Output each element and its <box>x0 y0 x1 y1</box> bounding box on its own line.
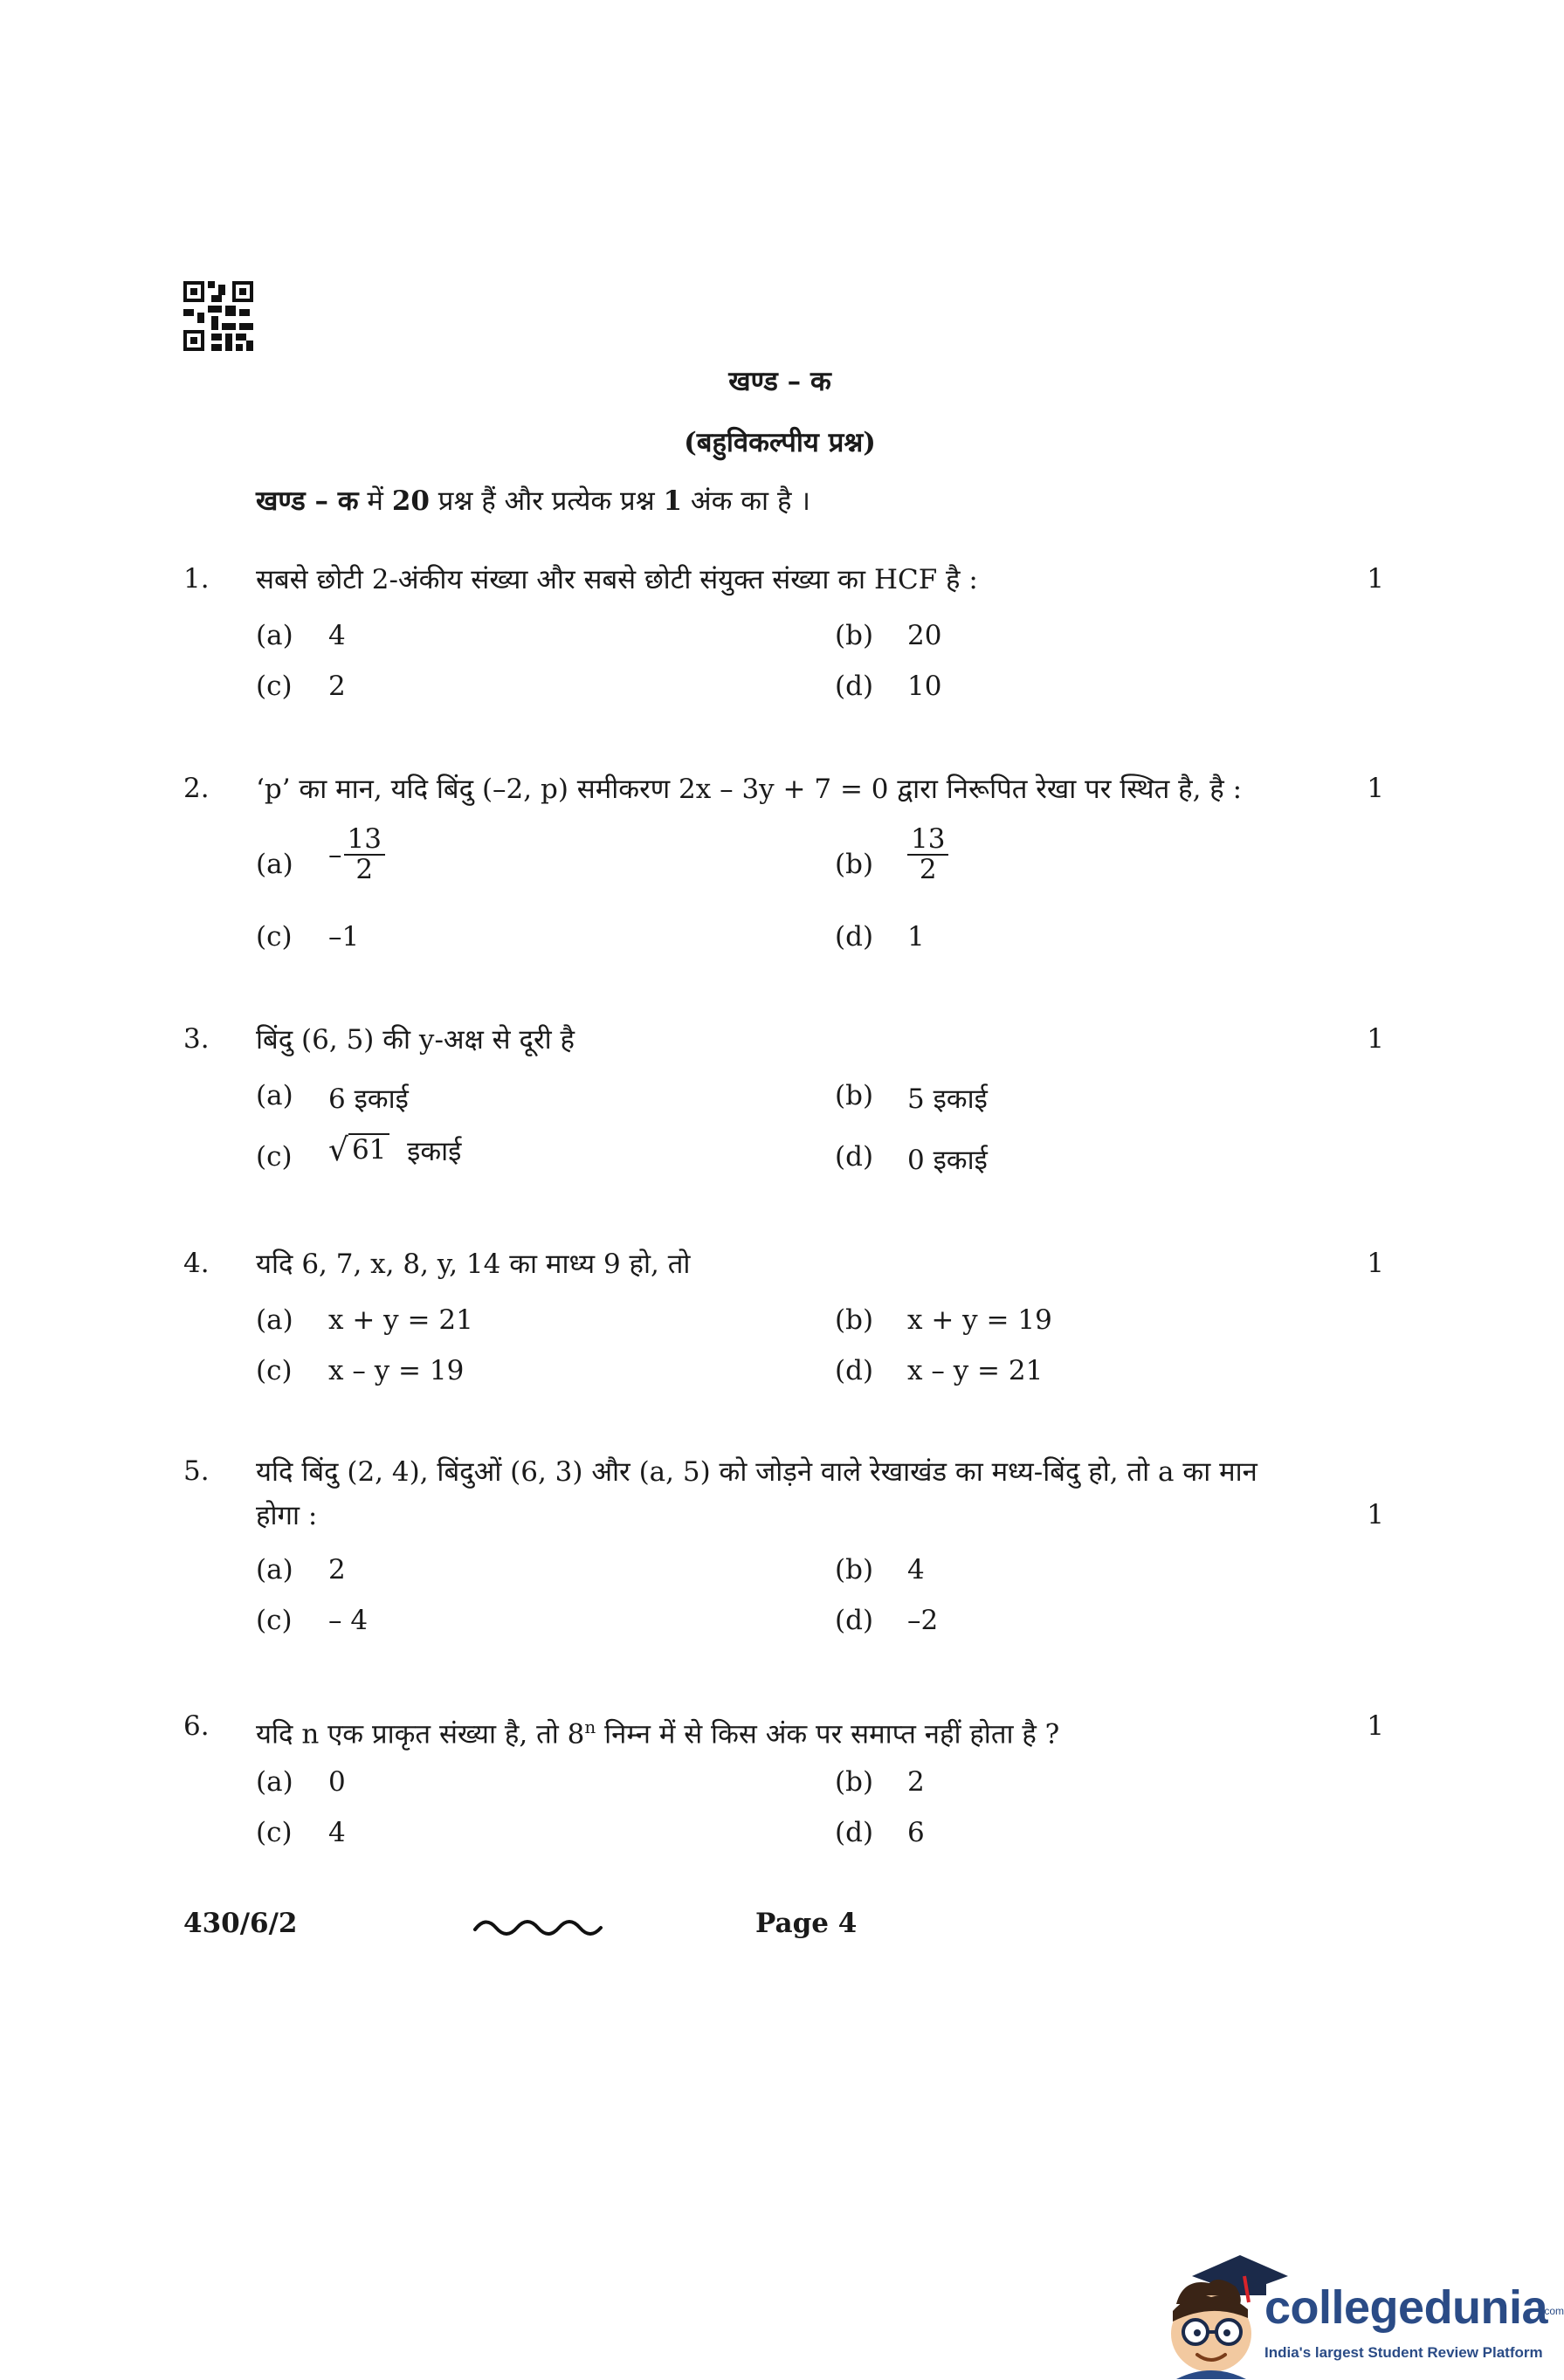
instruction-question-count: 20 <box>391 485 430 517</box>
q1-option-c-label: (c) <box>256 671 293 702</box>
fraction-denominator: 2 <box>919 853 937 885</box>
q1-option-c-value: 2 <box>328 671 346 702</box>
section-instruction <box>256 482 810 519</box>
instruction-text-1: में <box>358 485 392 517</box>
q4-option-c-label: (c) <box>256 1355 293 1386</box>
q2-option-b-label: (b) <box>835 849 874 880</box>
q2-option-c-label: (c) <box>256 921 293 953</box>
q1-option-d-label: (d) <box>835 671 874 702</box>
q2-option-d-label: (d) <box>835 921 874 953</box>
q5-option-d-label: (d) <box>835 1605 874 1636</box>
q5-option-c-value: – 4 <box>328 1605 369 1636</box>
q4-option-a-label: (a) <box>256 1304 293 1336</box>
question-6-number: 6. <box>183 1710 210 1742</box>
question-5-text-line2: होगा : <box>256 1500 318 1531</box>
question-5-marks: 1 <box>1367 1499 1384 1530</box>
radical-sign: √ <box>328 1132 348 1168</box>
question-2-number: 2. <box>183 773 210 804</box>
q2-option-a-label: (a) <box>256 849 293 880</box>
q1-option-a-value: 4 <box>328 620 346 651</box>
q3-option-d-label: (d) <box>835 1141 874 1173</box>
q1-option-b-label: (b) <box>835 620 874 651</box>
q5-option-d-value: –2 <box>907 1605 939 1636</box>
question-6-marks: 1 <box>1367 1710 1384 1742</box>
q3-option-a-value: 6 इकाई <box>328 1083 409 1115</box>
question-3-text: बिंदु (6, 5) की y-अक्ष से दूरी है <box>256 1024 575 1056</box>
q6-option-d-value: 6 <box>907 1817 925 1848</box>
collegedunia-logo-suffix: .com <box>1541 2305 1564 2317</box>
q5-option-b-value: 4 <box>907 1554 925 1586</box>
q3-option-b-value: 5 इकाई <box>907 1083 988 1115</box>
fraction-denominator: 2 <box>355 853 374 885</box>
page-number: Page 4 <box>755 1908 858 1939</box>
question-5-text-line1: यदि बिंदु (2, 4), बिंदुओं (6, 3) और (a, 5) को जोड़ने वाले रेखाखंड का मध्य-बिंदु हो, तो a का मान <box>256 1456 1257 1488</box>
question-1-marks: 1 <box>1367 563 1384 595</box>
q4-option-b-label: (b) <box>835 1304 874 1336</box>
question-4-text: यदि 6, 7, x, 8, y, 14 का माध्य 9 हो, तो <box>256 1248 691 1280</box>
q6-option-a-label: (a) <box>256 1766 293 1798</box>
question-6-text-part2: निम्न में से किस अंक पर समाप्त नहीं होता है ? <box>596 1718 1060 1751</box>
q5-option-a-value: 2 <box>328 1554 346 1586</box>
q3-option-a-label: (a) <box>256 1080 293 1111</box>
question-1-number: 1. <box>183 563 210 595</box>
question-6-superscript: n <box>584 1716 596 1737</box>
q5-option-a-label: (a) <box>256 1554 293 1586</box>
q4-option-d-value: x – y = 21 <box>907 1355 1044 1386</box>
question-6-text-part1: यदि n एक प्राकृत संख्या है, तो 8 <box>256 1718 585 1751</box>
q3-option-c-value <box>328 1132 461 1169</box>
q2-option-a-fraction <box>344 825 385 884</box>
question-5-number: 5. <box>183 1455 210 1487</box>
question-4-number: 4. <box>183 1248 210 1279</box>
instruction-text-2: प्रश्न हैं और प्रत्येक प्रश्न <box>429 485 664 517</box>
q4-option-b-value: x + y = 19 <box>907 1304 1052 1336</box>
q1-option-d-value: 10 <box>907 671 942 702</box>
fraction-numerator: 13 <box>907 825 948 856</box>
q4-option-a-value: x + y = 21 <box>328 1304 473 1336</box>
question-6-text <box>256 1705 1339 1756</box>
instruction-marks: 1 <box>663 485 683 517</box>
q3-option-c-label: (c) <box>256 1141 293 1173</box>
q3-option-b-label: (b) <box>835 1080 874 1111</box>
q6-option-c-value: 4 <box>328 1817 346 1848</box>
section-subtitle: (बहुविकल्पीय प्रश्न) <box>684 427 876 458</box>
q2-option-c-value: –1 <box>328 921 360 953</box>
q2-option-a-value <box>328 825 385 884</box>
wave-decoration-icon <box>472 1912 611 1942</box>
qr-code <box>183 281 253 351</box>
collegedunia-logo-text: collegedunia <box>1264 2281 1548 2334</box>
paper-code: 430/6/2 <box>183 1908 298 1939</box>
q2-option-b-fraction <box>907 825 948 884</box>
q2-option-a-sign: – <box>328 838 342 870</box>
question-4-marks: 1 <box>1367 1248 1384 1279</box>
q6-option-b-value: 2 <box>907 1766 925 1798</box>
q5-option-b-label: (b) <box>835 1554 874 1586</box>
q3-option-c-unit: इकाई <box>407 1136 462 1167</box>
q5-option-c-label: (c) <box>256 1605 293 1636</box>
q1-option-b-value: 20 <box>907 620 942 651</box>
q6-option-c-label: (c) <box>256 1817 293 1848</box>
q1-option-a-label: (a) <box>256 620 293 651</box>
instruction-section-name: खण्ड – क <box>256 485 359 517</box>
q4-option-c-value: x – y = 19 <box>328 1355 465 1386</box>
section-title: खण्ड – क <box>728 366 831 397</box>
q2-option-d-value: 1 <box>907 921 925 953</box>
question-3-number: 3. <box>183 1023 210 1055</box>
question-1-text: सबसे छोटी 2-अंकीय संख्या और सबसे छोटी संयुक्त संख्या का HCF है : <box>256 564 978 595</box>
fraction-numerator: 13 <box>344 825 385 856</box>
square-root <box>328 1133 389 1166</box>
question-2-marks: 1 <box>1367 773 1384 804</box>
q3-option-d-value: 0 इकाई <box>907 1145 988 1176</box>
q4-option-d-label: (d) <box>835 1355 874 1386</box>
question-3-marks: 1 <box>1367 1023 1384 1055</box>
instruction-text-3: अंक का है । <box>682 485 811 517</box>
q6-option-b-label: (b) <box>835 1766 874 1798</box>
radicand: 61 <box>348 1133 389 1166</box>
q6-option-a-value: 0 <box>328 1766 346 1798</box>
q6-option-d-label: (d) <box>835 1817 874 1848</box>
q2-option-b-value <box>907 825 948 884</box>
collegedunia-tagline: India's largest Student Review Platform <box>1264 2344 1543 2361</box>
question-2-text: ‘p’ का मान, यदि बिंदु (–2, p) समीकरण 2x – 3y + 7 = 0 द्वारा निरूपित रेखा पर स्थित है, है : <box>256 774 1243 805</box>
